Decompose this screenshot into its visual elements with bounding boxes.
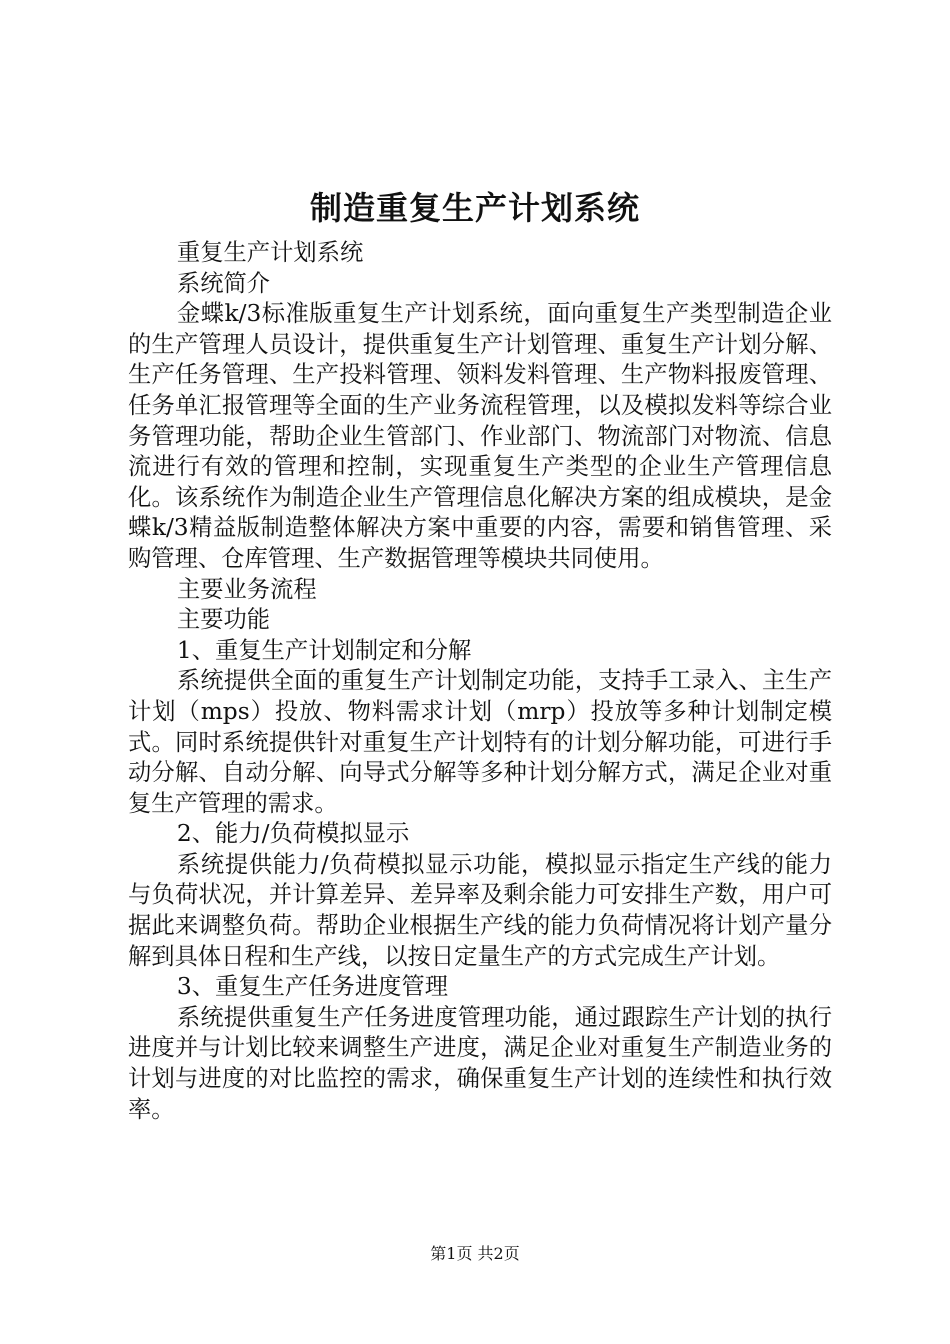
- paragraph-heading-function-2: 2、能力/负荷模拟显示: [176, 820, 410, 848]
- paragraph-function-1-text: 系统提供全面的重复生产计划制定功能，支持手工录入、主生产计划（mps）投放、物料需求计划（mrp）投放等多种计划制定模式。同时系统提供针对重复生产计划特有的计划分解功能，可进行手动分解、自动分解、向导式分解等多种计划分解方式，满足企业对重复生产管理的需求。: [128, 667, 832, 817]
- paragraph-function-3-text: 系统提供重复生产任务进度管理功能，通过跟踪生产计划的执行进度并与计划比较来调整生产进度，满足企业对重复生产制造业务的计划与进度的对比监控的需求，确保重复生产计划的连续性和执行效率。: [128, 1003, 832, 1123]
- paragraph-heading-function-1: 1、重复生产计划制定和分解: [176, 636, 472, 664]
- paragraph-heading-system: 重复生产计划系统: [176, 239, 364, 266]
- document-title: 制造重复生产计划系统: [309, 189, 640, 227]
- paragraph-heading-intro: 系统简介: [176, 269, 271, 297]
- document-body: [128, 238, 832, 1125]
- paragraph-function-2-text: 系统提供能力/负荷模拟显示功能，模拟显示指定生产线的能力与负荷状况，并计算差异、差异率及剩余能力可安排生产数，用户可据此来调整负荷。帮助企业根据生产线的能力负荷情况将计划产量分解到具体日程和生产线，以按日定量生产的方式完成生产计划。: [128, 850, 832, 970]
- paragraph-heading-process: 主要业务流程: [176, 575, 317, 603]
- page-footer: 第1页 共2页: [430, 1244, 520, 1263]
- paragraph-intro-text: 金蝶k/3标准版重复生产计划系统，面向重复生产类型制造企业的生产管理人员设计，提供重复生产计划管理、重复生产计划分解、生产任务管理、生产投料管理、领料发料管理、生产物料报废管理、任务单汇报管理等全面的生产业务流程管理，以及模拟发料等综合业务管理功能，帮助企业生管部门、作业部门、物流部门对物流、信息流进行有效的管理和控制，实现重复生产类型的企业生产管理信息化。该系统作为制造企业生产管理信息化解决方案的组成模块，是金蝶k/3精益版制造整体解决方案中重要的内容，需要和销售管理、采购管理、仓库管理、生产数据管理等模块共同使用。: [128, 300, 832, 572]
- paragraph-heading-function-3: 3、重复生产任务进度管理: [176, 973, 449, 1001]
- paragraph-heading-functions: 主要功能: [176, 606, 271, 634]
